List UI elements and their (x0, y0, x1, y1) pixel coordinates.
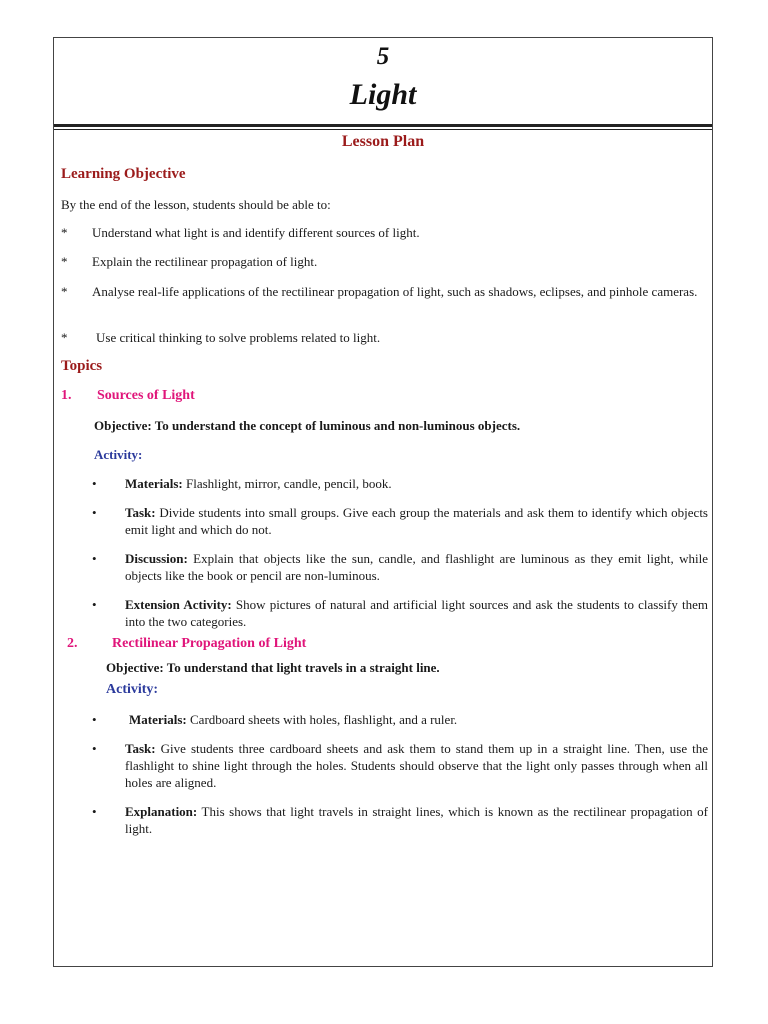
objective-item: Explain the rectilinear propagation of light. (92, 254, 318, 269)
objective-bullet: * (61, 225, 68, 240)
header-rule-thick (54, 124, 712, 127)
objective-item: Use critical thinking to solve problems related to light. (96, 330, 381, 345)
activity-bullet: • (92, 505, 97, 520)
learning-objective-intro: By the end of the lesson, students should be able to: (61, 197, 331, 212)
objective-bullet: * (61, 330, 68, 345)
activity-item: Materials: Flashlight, mirror, candle, pencil, book. (125, 476, 392, 491)
activity-item: Explanation: This shows that light travels in straight lines, which is known as the rectilinear propagation of light. (125, 804, 708, 836)
header-rule-thin (54, 129, 712, 130)
topic-title: Rectilinear Propagation of Light (112, 636, 307, 651)
activity-bullet: • (92, 804, 97, 819)
lesson-plan-title: Lesson Plan (341, 133, 425, 150)
activity-item: Task: Give students three cardboard sheets and ask them to stand them up in a straight line. Then, use the flashlight to shine light through the holes. Students should observe that the light only passes through when all holes are aligned. (125, 741, 708, 790)
objective-item: Analyse real-life applications of the rectilinear propagation of light, such as shadows, eclipses, and pinhole cameras. (92, 284, 698, 299)
chapter-number: 5 (376, 43, 390, 70)
topic-number: 1. (61, 388, 72, 403)
activity-bullet: • (92, 551, 97, 566)
activity-label: Activity: (94, 447, 143, 462)
learning-objective-heading: Learning Objective (61, 166, 186, 182)
activity-bullet: • (92, 741, 97, 756)
topic-objective: Objective: To understand that light travels in a straight line. (106, 660, 440, 675)
activity-bullet: • (92, 476, 97, 491)
objective-item: Understand what light is and identify different sources of light. (92, 225, 420, 240)
page-frame (53, 37, 713, 967)
topic-title: Sources of Light (97, 388, 195, 403)
activity-item: Task: Divide students into small groups. Give each group the materials and ask them to identify which objects emit light and which do not. (125, 505, 708, 537)
activity-item: Discussion: Explain that objects like the sun, candle, and flashlight are luminous as they emit light, while objects like the book or pencil are non-luminous. (125, 551, 708, 583)
chapter-title: Light (349, 78, 417, 111)
objective-bullet: * (61, 254, 68, 269)
topic-number: 2. (67, 636, 78, 651)
topic-objective: Objective: To understand the concept of luminous and non-luminous objects. (94, 418, 521, 433)
activity-item: Materials: Cardboard sheets with holes, flashlight, and a ruler. (129, 712, 458, 727)
activity-label: Activity: (106, 682, 159, 697)
objective-bullet: * (61, 284, 68, 299)
activity-bullet: • (92, 597, 97, 612)
topics-heading: Topics (61, 358, 103, 374)
activity-item: Extension Activity: Show pictures of natural and artificial light sources and ask the students to classify them into the two categories. (125, 597, 708, 629)
activity-bullet: • (92, 712, 97, 727)
